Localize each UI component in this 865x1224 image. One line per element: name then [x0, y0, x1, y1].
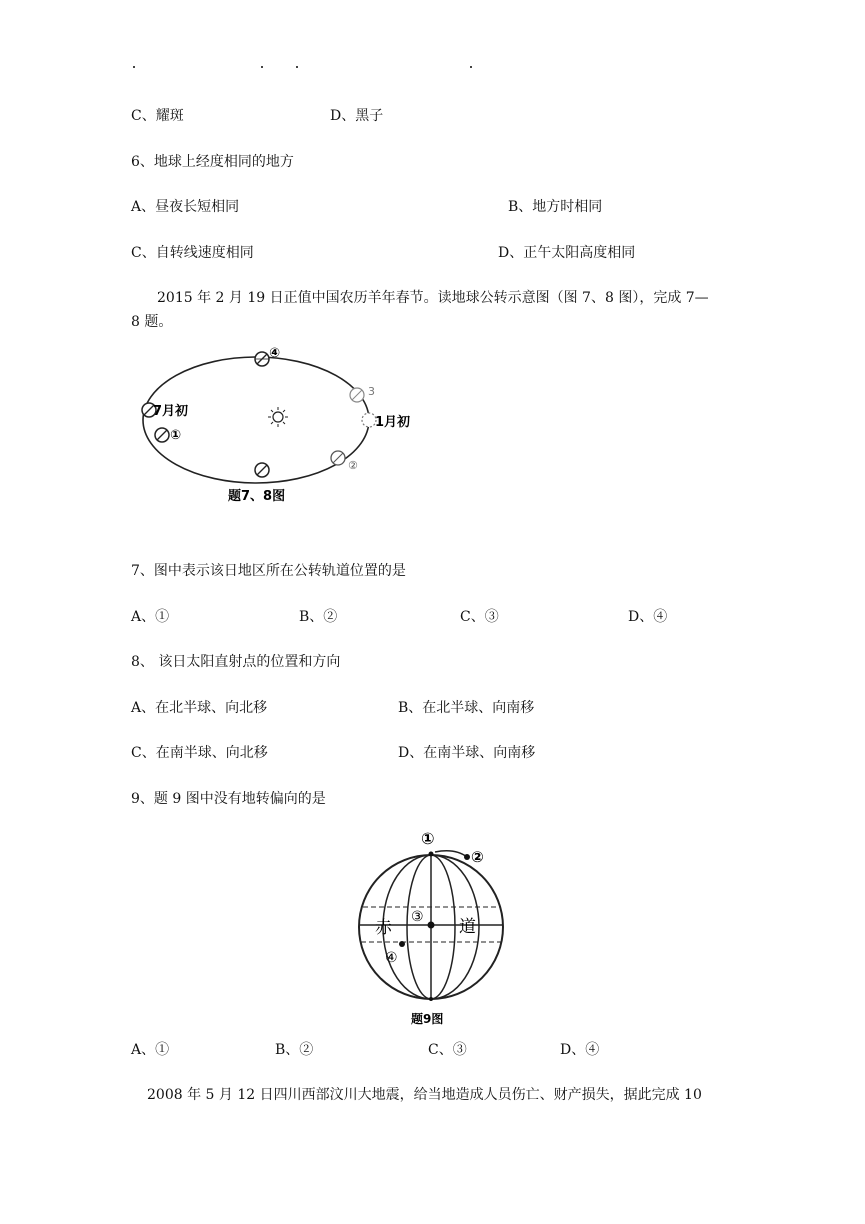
residual-mark — [470, 66, 472, 68]
intro-7-8-line2: 8 题。 — [131, 314, 173, 330]
q8-stem: 8、 该日太阳直射点的位置和方向 — [131, 654, 341, 670]
label-4: ④ — [385, 950, 398, 966]
point-3 — [428, 922, 435, 929]
q7-stem: 7、图中表示该日地区所在公转轨道位置的是 — [131, 563, 406, 579]
q9-stem: 9、题 9 图中没有地转偏向的是 — [131, 791, 326, 807]
label-3: ③ — [411, 909, 424, 925]
figure-7-8-caption: 题7、8图 — [228, 489, 286, 504]
q7-option-d: D、④ — [628, 609, 668, 625]
point-4 — [399, 941, 405, 947]
figure-9-caption: 题9图 — [411, 1012, 444, 1026]
q8-option-c: C、在南半球、向北移 — [131, 745, 268, 761]
point-1 — [429, 852, 434, 857]
q8-option-d: D、在南半球、向南移 — [398, 745, 536, 761]
label-4: ④ — [269, 346, 281, 361]
earth-position-4 — [255, 352, 269, 366]
q5-option-c: C、耀斑 — [131, 108, 184, 124]
label-2: ② — [348, 459, 358, 472]
residual-mark — [296, 66, 298, 68]
label-chi: 赤 — [375, 918, 392, 938]
q8-option-a: A、在北半球、向北移 — [131, 700, 268, 716]
label-jan: 1月初 — [375, 415, 411, 430]
residual-mark — [261, 66, 263, 68]
point-2 — [464, 854, 470, 860]
q7-option-a: A、① — [131, 609, 170, 625]
q6-stem: 6、地球上经度相同的地方 — [131, 154, 294, 170]
q9-option-d: D、④ — [560, 1042, 600, 1058]
earth-position-bottom — [255, 463, 269, 477]
earth-position-1 — [155, 428, 169, 442]
label-july: 7月初 — [153, 404, 189, 419]
q6-option-d: D、正午太阳高度相同 — [498, 245, 636, 261]
label-1: ① — [421, 829, 435, 848]
orbit-figure — [131, 340, 423, 506]
residual-mark — [133, 66, 135, 68]
label-dao: 道 — [459, 917, 476, 937]
intro-7-8-line1: 2015 年 2 月 19 日正值中国农历羊年春节。读地球公转示意图（图 7、8 图），完成 7— — [157, 290, 709, 306]
label-3: 3 — [368, 385, 375, 398]
q6-option-b: B、地方时相同 — [508, 199, 603, 215]
q8-option-b: B、在北半球、向南移 — [398, 700, 535, 716]
intro-10-line1: 2008 年 5 月 12 日四川西部汶川大地震，给当地造成人员伤亡、财产损失，据此完成 10 — [147, 1087, 702, 1103]
earth-position-jan — [362, 413, 376, 427]
label-1: ① — [170, 428, 182, 443]
q5-option-d: D、黑子 — [330, 108, 384, 124]
q9-option-b: B、② — [275, 1042, 314, 1058]
q6-option-c: C、自转线速度相同 — [131, 245, 254, 261]
q7-option-c: C、③ — [460, 609, 499, 625]
q9-option-c: C、③ — [428, 1042, 467, 1058]
label-2: ② — [471, 848, 484, 866]
globe-figure — [355, 824, 515, 1034]
q9-option-a: A、① — [131, 1042, 170, 1058]
earth-position-2 — [331, 451, 345, 465]
q6-option-a: A、昼夜长短相同 — [131, 199, 240, 215]
earth-position-3 — [350, 388, 364, 402]
q7-option-b: B、② — [299, 609, 338, 625]
